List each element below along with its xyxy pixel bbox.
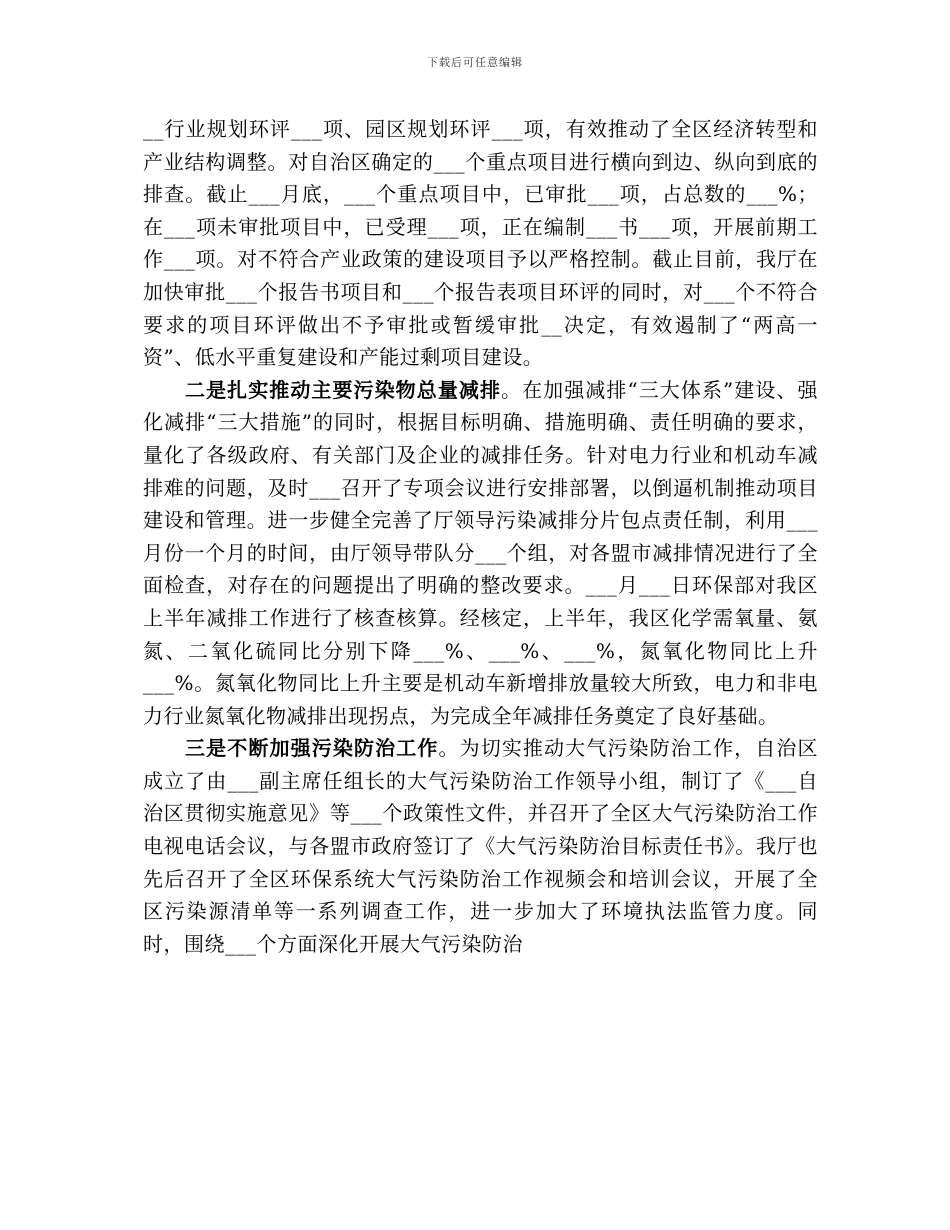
paragraph-3 bbox=[143, 732, 818, 960]
document-body bbox=[143, 113, 818, 960]
paragraph-1-text: __行业规划环评___项、园区规划环评___项，有效推动了全区经济转型和产业结构调整。对自治区确定的___个重点项目进行横向到边、纵向到底的排查。截止___月底，___个重点项目中，已审批___项，占总数的___%；在___项未审批项目中，已受理___项，正在编制___书___项，开展前期工作___项。对不符合产业政策的建设项目予以严格控制。截止目前，我厅在加快审批___个报告书项目和___个报告表项目环评的同时，对___个不符合要求的项目环评做出不予审批或暂缓审批__决定，有效遏制了“两高一资”、低水平重复建设和产能过剩项目建设。 bbox=[143, 117, 818, 370]
paragraph-3-heading: 三是不断加强污染防治工作 bbox=[185, 736, 439, 761]
paragraph-2-heading: 二是扎实推动主要污染物总量减排 bbox=[185, 377, 502, 402]
paragraph-3-text: 。为切实推动大气污染防治工作，自治区成立了由___副主席任组长的大气污染防治工作领导小组，制订了《___自治区贯彻实施意见》等___个政策性文件，并召开了全区大气污染防治工作电视电话会议，与各盟市政府签订了《大气污染防治目标责任书》。我厅也先后召开了全区环保系统大气污染防治工作视频会和培训会议，开展了全区污染源清单等一系列调查工作，进一步加大了环境执法监管力度。同时，围绕___个方面深化开展大气污染防治 bbox=[143, 736, 819, 956]
paragraph-2-text: 。在加强减排“三大体系”建设、强化减排“三大措施”的同时，根据目标明确、措施明确、责任明确的要求，量化了各级政府、有关部门及企业的减排任务。针对电力行业和机动车减排难的问题，及时___召开了专项会议进行安排部署，以倒逼机制推动项目建设和管理。进一步健全完善了厅领导污染减排分片包点责任制，利用___月份一个月的时间，由厅领导带队分___个组，对各盟市减排情况进行了全面检查，对存在的问题提出了明确的整改要求。___月___日环保部对我区上半年减排工作进行了核查核算。经核定，上半年，我区化学需氧量、氨氮、二氧化硫同比分别下降___%、___%、___%，氮氧化物同比上升___%。氮氧化物同比上升主要是机动车新增排放量较大所致，电力和非电力行业氮氧化物减排出现拐点，为完成全年减排任务奠定了良好基础。 bbox=[143, 377, 819, 728]
paragraph-1 bbox=[143, 113, 818, 374]
page-header: 下载后可任意编辑 bbox=[427, 56, 523, 69]
paragraph-2 bbox=[143, 374, 818, 733]
